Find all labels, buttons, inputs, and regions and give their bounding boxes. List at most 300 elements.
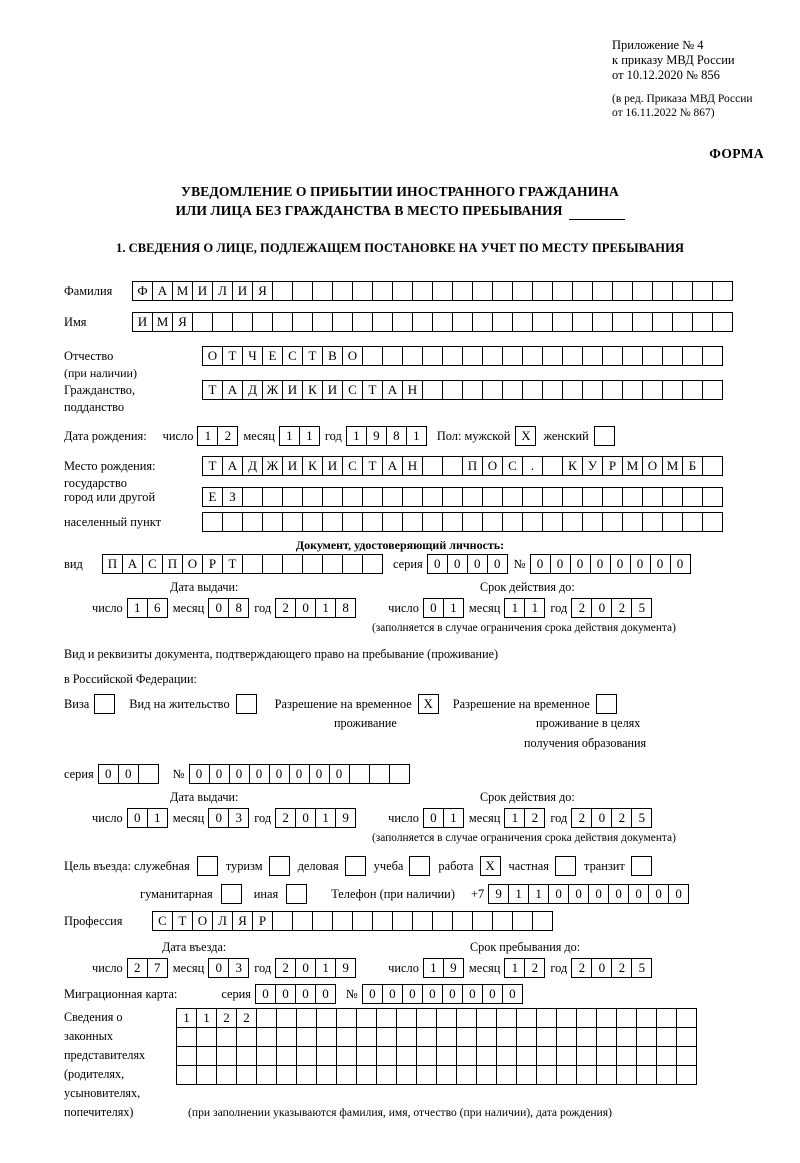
name-cell[interactable] [432, 312, 453, 332]
phone-cell[interactable]: 0 [588, 884, 609, 904]
legal-rep-3-cell[interactable] [256, 1046, 277, 1066]
legal-rep-2-cell[interactable] [396, 1027, 417, 1047]
birthplace-2-cell[interactable] [262, 487, 283, 507]
birthplace-3-cell[interactable] [582, 512, 603, 532]
birthplace-2-cell[interactable] [342, 487, 363, 507]
legal-rep-3-cell[interactable] [416, 1046, 437, 1066]
migration-number-cell[interactable]: 0 [422, 984, 443, 1004]
birthplace-3-cell[interactable] [522, 512, 543, 532]
birth-year-cell[interactable]: 1 [406, 426, 427, 446]
permit-issue-day-cell[interactable]: 0 [127, 808, 148, 828]
birthplace-3-cell[interactable] [222, 512, 243, 532]
profession-cell[interactable]: О [192, 911, 213, 931]
legal-rep-3-cell[interactable] [476, 1046, 497, 1066]
name-cell[interactable] [312, 312, 333, 332]
doc-kind-cell[interactable]: А [122, 554, 143, 574]
permit-issue-month-input[interactable] [208, 808, 249, 828]
legal-rep-3-cell[interactable] [216, 1046, 237, 1066]
migration-number-cell[interactable]: 0 [442, 984, 463, 1004]
legal-rep-2-cell[interactable] [416, 1027, 437, 1047]
legal-rep-2-cell[interactable] [616, 1027, 637, 1047]
legal-rep-3-cell[interactable] [396, 1046, 417, 1066]
permit-number-cell[interactable]: 0 [329, 764, 350, 784]
legal-rep-2-cell[interactable] [236, 1027, 257, 1047]
residence-permit-checkbox[interactable] [236, 694, 257, 714]
legal-rep-1-cell[interactable] [456, 1008, 477, 1028]
birthplace-input-row1[interactable] [202, 456, 723, 476]
issue-month-cell[interactable]: 0 [208, 598, 229, 618]
legal-rep-2-cell[interactable] [376, 1027, 397, 1047]
legal-rep-3-cell[interactable] [456, 1046, 477, 1066]
legal-rep-row-2[interactable] [176, 1027, 697, 1047]
legal-rep-4-cell[interactable] [276, 1065, 297, 1085]
doc-series-cell[interactable]: 0 [427, 554, 448, 574]
profession-cell[interactable] [452, 911, 473, 931]
doc-kind-cell[interactable]: О [182, 554, 203, 574]
birthplace-3-cell[interactable] [202, 512, 223, 532]
name-cell[interactable] [612, 312, 633, 332]
surname-cell[interactable] [392, 281, 413, 301]
entry-year-cell[interactable]: 9 [335, 958, 356, 978]
citizenship-cell[interactable] [642, 380, 663, 400]
legal-rep-1-cell[interactable] [496, 1008, 517, 1028]
surname-cell[interactable] [572, 281, 593, 301]
name-cell[interactable]: М [152, 312, 173, 332]
issue-year-cell[interactable]: 2 [275, 598, 296, 618]
permit-number-cell[interactable]: 0 [229, 764, 250, 784]
phone-input[interactable] [488, 884, 689, 904]
permit-issue-year-cell[interactable]: 2 [275, 808, 296, 828]
patronymic-cell[interactable] [582, 346, 603, 366]
legal-rep-1-cell[interactable] [676, 1008, 697, 1028]
phone-cell[interactable]: 1 [528, 884, 549, 904]
birthplace-2-cell[interactable] [422, 487, 443, 507]
name-cell[interactable]: Я [172, 312, 193, 332]
birth-day-cell[interactable]: 1 [197, 426, 218, 446]
valid-month-cell[interactable]: 1 [504, 598, 525, 618]
birthplace-2-cell[interactable] [302, 487, 323, 507]
stay-year-input[interactable] [571, 958, 652, 978]
issue-month-input[interactable] [208, 598, 249, 618]
birthplace-1-cell[interactable]: С [342, 456, 363, 476]
migration-series-cell[interactable]: 0 [315, 984, 336, 1004]
permit-number-cell[interactable] [369, 764, 390, 784]
patronymic-cell[interactable] [542, 346, 563, 366]
birth-year-cell[interactable]: 8 [386, 426, 407, 446]
patronymic-cell[interactable] [622, 346, 643, 366]
citizenship-cell[interactable] [602, 380, 623, 400]
migration-number-cell[interactable]: 0 [402, 984, 423, 1004]
birthplace-1-cell[interactable] [542, 456, 563, 476]
patronymic-cell[interactable] [362, 346, 383, 366]
doc-kind-cell[interactable] [242, 554, 263, 574]
purpose-transit-checkbox[interactable] [631, 856, 652, 876]
birthplace-3-cell[interactable] [362, 512, 383, 532]
legal-rep-4-cell[interactable] [296, 1065, 317, 1085]
legal-rep-1-cell[interactable] [536, 1008, 557, 1028]
profession-cell[interactable] [512, 911, 533, 931]
doc-kind-cell[interactable] [262, 554, 283, 574]
permit-series-cell[interactable]: 0 [98, 764, 119, 784]
migration-number-input[interactable] [362, 984, 523, 1004]
migration-series-input[interactable] [255, 984, 336, 1004]
legal-rep-1-cell[interactable] [516, 1008, 537, 1028]
legal-rep-2-cell[interactable] [176, 1027, 197, 1047]
sex-female-checkbox[interactable] [594, 426, 615, 446]
birthplace-2-cell[interactable] [522, 487, 543, 507]
legal-rep-1-cell[interactable]: 2 [236, 1008, 257, 1028]
stay-month-cell[interactable]: 2 [524, 958, 545, 978]
name-cell[interactable] [332, 312, 353, 332]
birth-month-cell[interactable]: 1 [279, 426, 300, 446]
patronymic-cell[interactable] [562, 346, 583, 366]
profession-cell[interactable]: Р [252, 911, 273, 931]
birthplace-2-cell[interactable] [602, 487, 623, 507]
birthplace-1-cell[interactable]: И [282, 456, 303, 476]
birth-year-input[interactable] [346, 426, 427, 446]
legal-rep-3-cell[interactable] [656, 1046, 677, 1066]
legal-rep-3-cell[interactable] [196, 1046, 217, 1066]
valid-year-cell[interactable]: 5 [631, 598, 652, 618]
legal-rep-1-cell[interactable] [336, 1008, 357, 1028]
legal-rep-4-cell[interactable] [236, 1065, 257, 1085]
issue-year-cell[interactable]: 8 [335, 598, 356, 618]
legal-rep-3-cell[interactable] [576, 1046, 597, 1066]
birthplace-input-row2[interactable] [202, 487, 723, 507]
legal-rep-4-cell[interactable] [596, 1065, 617, 1085]
name-cell[interactable] [712, 312, 733, 332]
entry-year-input[interactable] [275, 958, 356, 978]
birthplace-1-cell[interactable]: Т [202, 456, 223, 476]
doc-number-cell[interactable]: 0 [590, 554, 611, 574]
valid-month-cell[interactable]: 1 [524, 598, 545, 618]
name-cell[interactable] [252, 312, 273, 332]
legal-rep-4-cell[interactable] [656, 1065, 677, 1085]
legal-rep-3-cell[interactable] [676, 1046, 697, 1066]
birthplace-1-cell[interactable]: Р [602, 456, 623, 476]
permit-valid-year-cell[interactable]: 2 [571, 808, 592, 828]
legal-rep-2-cell[interactable] [296, 1027, 317, 1047]
legal-rep-4-cell[interactable] [336, 1065, 357, 1085]
profession-cell[interactable]: Л [212, 911, 233, 931]
valid-year-cell[interactable]: 2 [611, 598, 632, 618]
profession-cell[interactable] [332, 911, 353, 931]
legal-rep-1-cell[interactable] [476, 1008, 497, 1028]
profession-cell[interactable]: Я [232, 911, 253, 931]
legal-rep-1-cell[interactable] [576, 1008, 597, 1028]
valid-day-cell[interactable]: 1 [443, 598, 464, 618]
birthplace-2-cell[interactable] [462, 487, 483, 507]
legal-rep-1-cell[interactable] [276, 1008, 297, 1028]
legal-rep-4-cell[interactable] [476, 1065, 497, 1085]
birthplace-2-cell[interactable] [542, 487, 563, 507]
valid-year-cell[interactable]: 0 [591, 598, 612, 618]
patronymic-cell[interactable] [462, 346, 483, 366]
visa-checkbox[interactable] [94, 694, 115, 714]
legal-rep-4-cell[interactable] [216, 1065, 237, 1085]
patronymic-cell[interactable] [662, 346, 683, 366]
permit-valid-day-input[interactable] [423, 808, 464, 828]
legal-rep-4-cell[interactable] [396, 1065, 417, 1085]
citizenship-cell[interactable] [442, 380, 463, 400]
legal-rep-2-cell[interactable] [516, 1027, 537, 1047]
surname-cell[interactable] [472, 281, 493, 301]
name-cell[interactable] [512, 312, 533, 332]
phone-cell[interactable]: 0 [548, 884, 569, 904]
legal-rep-3-cell[interactable] [616, 1046, 637, 1066]
birthplace-3-cell[interactable] [262, 512, 283, 532]
name-cell[interactable] [352, 312, 373, 332]
legal-rep-3-cell[interactable] [536, 1046, 557, 1066]
purpose-work-checkbox[interactable]: Х [480, 856, 501, 876]
permit-number-cell[interactable] [349, 764, 370, 784]
permit-number-cell[interactable]: 0 [289, 764, 310, 784]
legal-rep-2-cell[interactable] [276, 1027, 297, 1047]
permit-number-cell[interactable]: 0 [249, 764, 270, 784]
profession-cell[interactable] [372, 911, 393, 931]
birthplace-3-cell[interactable] [622, 512, 643, 532]
doc-kind-cell[interactable]: Т [222, 554, 243, 574]
surname-cell[interactable] [712, 281, 733, 301]
birthplace-1-cell[interactable]: О [642, 456, 663, 476]
legal-rep-1-cell[interactable] [436, 1008, 457, 1028]
legal-rep-4-cell[interactable] [436, 1065, 457, 1085]
patronymic-cell[interactable] [702, 346, 723, 366]
legal-rep-2-cell[interactable] [196, 1027, 217, 1047]
surname-cell[interactable] [452, 281, 473, 301]
valid-day-cell[interactable]: 0 [423, 598, 444, 618]
surname-cell[interactable] [412, 281, 433, 301]
birthplace-3-cell[interactable] [422, 512, 443, 532]
migration-number-cell[interactable]: 0 [362, 984, 383, 1004]
doc-number-cell[interactable]: 0 [630, 554, 651, 574]
permit-valid-year-cell[interactable]: 2 [611, 808, 632, 828]
entry-month-input[interactable] [208, 958, 249, 978]
surname-cell[interactable] [652, 281, 673, 301]
purpose-other-checkbox[interactable] [286, 884, 307, 904]
entry-year-cell[interactable]: 2 [275, 958, 296, 978]
birthplace-2-cell[interactable] [622, 487, 643, 507]
patronymic-cell[interactable]: С [282, 346, 303, 366]
stay-day-input[interactable] [423, 958, 464, 978]
citizenship-input[interactable] [202, 380, 723, 400]
purpose-service-checkbox[interactable] [197, 856, 218, 876]
doc-kind-input[interactable] [102, 554, 383, 574]
legal-rep-1-cell[interactable]: 1 [176, 1008, 197, 1028]
valid-year-cell[interactable]: 2 [571, 598, 592, 618]
name-cell[interactable] [632, 312, 653, 332]
citizenship-cell[interactable] [702, 380, 723, 400]
legal-rep-2-cell[interactable] [496, 1027, 517, 1047]
permit-number-cell[interactable]: 0 [269, 764, 290, 784]
legal-rep-3-cell[interactable] [556, 1046, 577, 1066]
legal-rep-2-cell[interactable] [316, 1027, 337, 1047]
legal-rep-3-cell[interactable] [496, 1046, 517, 1066]
legal-rep-4-cell[interactable] [636, 1065, 657, 1085]
legal-rep-4-cell[interactable] [516, 1065, 537, 1085]
birthplace-3-cell[interactable] [502, 512, 523, 532]
birthplace-2-cell[interactable] [322, 487, 343, 507]
birthplace-3-cell[interactable] [602, 512, 623, 532]
legal-rep-1-cell[interactable] [556, 1008, 577, 1028]
doc-series-cell[interactable]: 0 [487, 554, 508, 574]
name-cell[interactable]: И [132, 312, 153, 332]
migration-number-cell[interactable]: 0 [382, 984, 403, 1004]
birthplace-3-cell[interactable] [482, 512, 503, 532]
profession-cell[interactable] [312, 911, 333, 931]
purpose-tourism-checkbox[interactable] [269, 856, 290, 876]
birthplace-1-cell[interactable]: Б [682, 456, 703, 476]
phone-cell[interactable]: 0 [568, 884, 589, 904]
birth-year-cell[interactable]: 9 [366, 426, 387, 446]
surname-cell[interactable] [592, 281, 613, 301]
legal-rep-2-cell[interactable] [476, 1027, 497, 1047]
birthplace-1-cell[interactable] [702, 456, 723, 476]
name-cell[interactable] [692, 312, 713, 332]
patronymic-cell[interactable] [642, 346, 663, 366]
citizenship-cell[interactable] [682, 380, 703, 400]
purpose-humanitarian-checkbox[interactable] [221, 884, 242, 904]
patronymic-cell[interactable]: О [202, 346, 223, 366]
surname-cell[interactable] [612, 281, 633, 301]
migration-series-cell[interactable]: 0 [295, 984, 316, 1004]
phone-cell[interactable]: 0 [608, 884, 629, 904]
legal-rep-2-cell[interactable] [676, 1027, 697, 1047]
birthplace-2-cell[interactable] [442, 487, 463, 507]
citizenship-cell[interactable] [462, 380, 483, 400]
permit-issue-month-cell[interactable]: 0 [208, 808, 229, 828]
surname-cell[interactable] [552, 281, 573, 301]
issue-year-cell[interactable]: 0 [295, 598, 316, 618]
surname-cell[interactable]: А [152, 281, 173, 301]
valid-day-input[interactable] [423, 598, 464, 618]
legal-rep-3-cell[interactable] [176, 1046, 197, 1066]
birthplace-2-cell[interactable] [562, 487, 583, 507]
stay-day-cell[interactable]: 9 [443, 958, 464, 978]
doc-kind-cell[interactable] [342, 554, 363, 574]
name-cell[interactable] [372, 312, 393, 332]
birthplace-1-cell[interactable]: О [482, 456, 503, 476]
legal-rep-4-cell[interactable] [676, 1065, 697, 1085]
doc-number-cell[interactable]: 0 [570, 554, 591, 574]
legal-rep-2-cell[interactable] [436, 1027, 457, 1047]
birth-month-cell[interactable]: 1 [299, 426, 320, 446]
name-cell[interactable] [652, 312, 673, 332]
patronymic-cell[interactable]: Т [302, 346, 323, 366]
permit-issue-year-cell[interactable]: 0 [295, 808, 316, 828]
birthplace-1-cell[interactable]: А [382, 456, 403, 476]
citizenship-cell[interactable]: С [342, 380, 363, 400]
entry-day-cell[interactable]: 2 [127, 958, 148, 978]
birthplace-1-cell[interactable]: М [662, 456, 683, 476]
permit-number-input[interactable] [189, 764, 410, 784]
legal-rep-3-cell[interactable] [316, 1046, 337, 1066]
birthplace-3-cell[interactable] [282, 512, 303, 532]
birthplace-input-row3[interactable] [202, 512, 723, 532]
name-cell[interactable] [412, 312, 433, 332]
birthplace-1-cell[interactable]: К [562, 456, 583, 476]
patronymic-cell[interactable]: О [342, 346, 363, 366]
legal-rep-row-1[interactable] [176, 1008, 697, 1028]
surname-input[interactable] [132, 281, 733, 301]
birthplace-2-cell[interactable] [282, 487, 303, 507]
entry-month-cell[interactable]: 0 [208, 958, 229, 978]
name-cell[interactable] [212, 312, 233, 332]
legal-rep-grid[interactable] [176, 1008, 697, 1085]
permit-issue-day-cell[interactable]: 1 [147, 808, 168, 828]
permit-valid-month-input[interactable] [504, 808, 545, 828]
surname-cell[interactable] [672, 281, 693, 301]
birthplace-3-cell[interactable] [322, 512, 343, 532]
birthplace-2-cell[interactable] [502, 487, 523, 507]
surname-cell[interactable] [352, 281, 373, 301]
legal-rep-2-cell[interactable] [536, 1027, 557, 1047]
citizenship-cell[interactable] [542, 380, 563, 400]
legal-rep-2-cell[interactable] [656, 1027, 677, 1047]
permit-issue-year-cell[interactable]: 1 [315, 808, 336, 828]
migration-series-cell[interactable]: 0 [255, 984, 276, 1004]
doc-number-cell[interactable]: 0 [530, 554, 551, 574]
birthplace-3-cell[interactable] [342, 512, 363, 532]
doc-kind-cell[interactable] [362, 554, 383, 574]
permit-issue-month-cell[interactable]: 3 [228, 808, 249, 828]
temp-residence-checkbox[interactable]: Х [418, 694, 439, 714]
legal-rep-4-cell[interactable] [616, 1065, 637, 1085]
name-cell[interactable] [472, 312, 493, 332]
permit-series-cell[interactable] [138, 764, 159, 784]
legal-rep-1-cell[interactable] [416, 1008, 437, 1028]
legal-rep-4-cell[interactable] [576, 1065, 597, 1085]
doc-kind-cell[interactable]: П [102, 554, 123, 574]
name-cell[interactable] [492, 312, 513, 332]
profession-cell[interactable] [392, 911, 413, 931]
permit-valid-day-cell[interactable]: 1 [443, 808, 464, 828]
patronymic-cell[interactable]: Ч [242, 346, 263, 366]
legal-rep-4-cell[interactable] [196, 1065, 217, 1085]
surname-cell[interactable] [292, 281, 313, 301]
patronymic-cell[interactable]: Т [222, 346, 243, 366]
birthplace-3-cell[interactable] [542, 512, 563, 532]
legal-rep-2-cell[interactable] [256, 1027, 277, 1047]
surname-cell[interactable] [692, 281, 713, 301]
citizenship-cell[interactable]: Т [202, 380, 223, 400]
name-cell[interactable] [232, 312, 253, 332]
stay-year-cell[interactable]: 5 [631, 958, 652, 978]
patronymic-cell[interactable] [602, 346, 623, 366]
migration-number-cell[interactable]: 0 [502, 984, 523, 1004]
issue-day-input[interactable] [127, 598, 168, 618]
birthplace-2-cell[interactable] [402, 487, 423, 507]
legal-rep-3-cell[interactable] [376, 1046, 397, 1066]
legal-rep-4-cell[interactable] [316, 1065, 337, 1085]
doc-number-cell[interactable]: 0 [650, 554, 671, 574]
profession-cell[interactable] [432, 911, 453, 931]
legal-rep-4-cell[interactable] [496, 1065, 517, 1085]
birthplace-3-cell[interactable] [462, 512, 483, 532]
birthplace-3-cell[interactable] [402, 512, 423, 532]
permit-series-cell[interactable]: 0 [118, 764, 139, 784]
profession-input[interactable] [152, 911, 553, 931]
birthplace-3-cell[interactable] [382, 512, 403, 532]
surname-cell[interactable]: Я [252, 281, 273, 301]
legal-rep-1-cell[interactable] [356, 1008, 377, 1028]
citizenship-cell[interactable]: И [282, 380, 303, 400]
birthplace-2-cell[interactable]: Е [202, 487, 223, 507]
birthplace-1-cell[interactable]: М [622, 456, 643, 476]
birthplace-1-cell[interactable]: Д [242, 456, 263, 476]
patronymic-input[interactable] [202, 346, 723, 366]
stay-month-cell[interactable]: 1 [504, 958, 525, 978]
